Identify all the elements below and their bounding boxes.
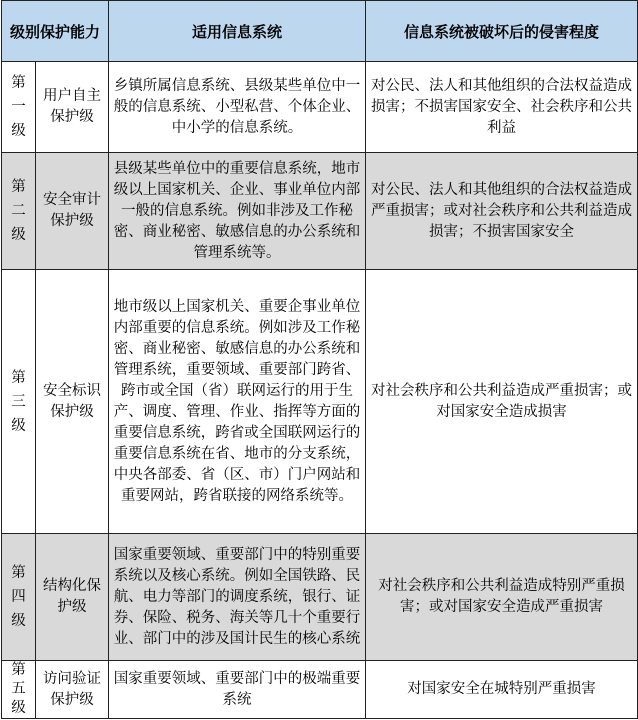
systems-cell: [109, 62, 366, 153]
level-label: 第三级: [11, 369, 26, 434]
table-row: [2, 534, 638, 661]
harm-cell: [366, 62, 638, 153]
level-cell: [2, 270, 36, 534]
level-cell: [2, 534, 36, 661]
header-damage-degree: 信息系统被破坏后的侵害程度: [366, 1, 638, 62]
systems-cell: [109, 661, 366, 719]
level-label: 第二级: [11, 179, 26, 243]
level-label: 第四级: [11, 565, 26, 629]
level-name: 结构化保护级: [43, 578, 101, 615]
systems-cell: [109, 153, 366, 270]
systems-cell: [109, 534, 366, 661]
name-cell: [36, 62, 109, 153]
name-cell: [36, 534, 109, 661]
harm-text: 对公民、法人和其他组织的合法权益造成损害；不损害国家安全、社会秩序和公共利益: [371, 77, 633, 136]
systems-cell: [109, 270, 366, 534]
name-cell: [36, 661, 109, 719]
level-cell: [2, 661, 36, 719]
name-cell: [36, 270, 109, 534]
table-row: [2, 62, 638, 153]
level-label: 第一级: [11, 75, 26, 139]
level-label: 第五级: [11, 662, 26, 716]
systems-text: 乡镇所属信息系统、县级某些单位中一般的信息系统、小型私营、个体企业、中小学的信息系统。: [113, 77, 361, 136]
harm-text: 对国家安全在城特别严重损害: [407, 681, 596, 697]
harm-text: 对社会秩序和公共利益造成严重损害；或对国家安全造成损害: [371, 382, 633, 420]
protection-level-table: [1, 0, 638, 719]
header-level-capability: 级别保护能力: [2, 1, 109, 62]
name-cell: [36, 153, 109, 270]
level-name: 访问验证保护级: [43, 670, 101, 708]
harm-text: 对公民、法人和其他组织的合法权益造成严重损害；或对社会秩序和公共利益造成损害；不损害国家安全: [371, 181, 633, 240]
harm-text: 对社会秩序和公共利益造成特别严重损害；或对国家安全造成严重损害: [378, 578, 625, 615]
systems-text: 县级某些单位中的重要信息系统，地市级以上国家机关、企业、事业单位内部一般的信息系统。例如非涉及工作秘密、商业秘密、敏感信息的办公系统和管理系统等。: [113, 160, 361, 261]
level-name: 安全审计保护级: [43, 192, 101, 229]
harm-cell: [366, 661, 638, 719]
level-cell: [2, 153, 36, 270]
level-cell: [2, 62, 36, 153]
level-name: 用户自主保护级: [43, 88, 101, 125]
table-row: [2, 153, 638, 270]
systems-text: 地市级以上国家机关、重要企事业单位内部重要的信息系统。例如涉及工作秘密、商业秘密、敏感信息的办公系统和管理系统，重要领域、重要部门跨省、跨市或全国（省）联网运行的用于生产、调度、管理、作业、指挥等方面的重要信息系统，跨省或全国联网运行的重要信息系统在省、地市的分支系统，中央各部委、省（区、市）门户网站和重要网站，跨省联接的网络系统等。: [113, 298, 361, 504]
header-row: [2, 1, 638, 62]
systems-text: 国家重要领域、重要部门中的极端重要系统: [113, 670, 361, 708]
systems-text: 国家重要领域、重要部门中的特别重要系统以及核心系统。例如全国铁路、民航、电力等部门的调度系统，银行、证券、保险、税务、海关等几十个重要行业、部门中的涉及国计民生的核心系统: [113, 546, 361, 647]
harm-cell: [366, 153, 638, 270]
header-applicable-systems: 适用信息系统: [109, 1, 366, 62]
table-row: [2, 661, 638, 719]
table-row: [2, 270, 638, 534]
harm-cell: [366, 270, 638, 534]
level-name: 安全标识保护级: [43, 382, 101, 420]
harm-cell: [366, 534, 638, 661]
